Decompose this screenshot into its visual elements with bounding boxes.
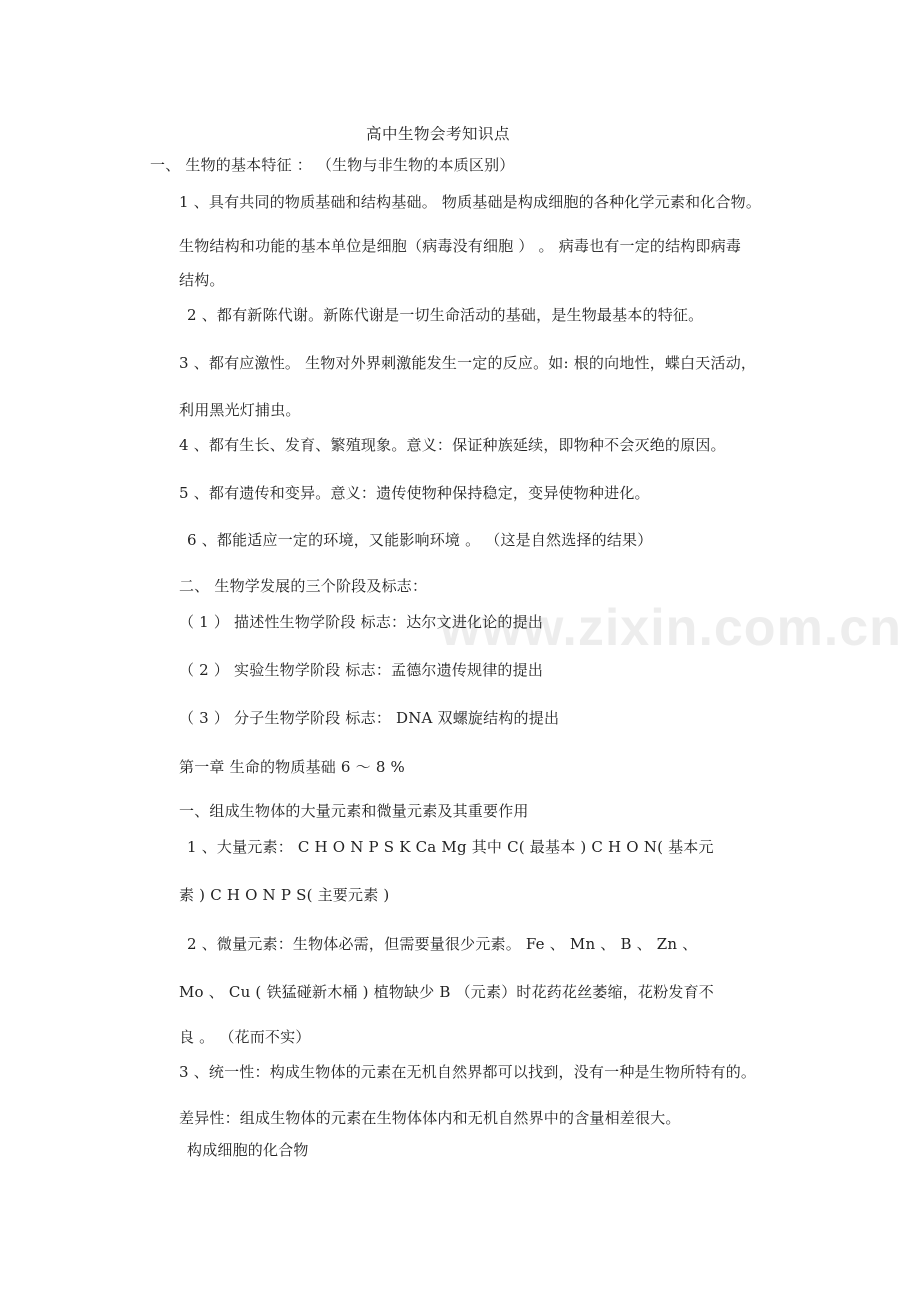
list-item: （ 3 ） 分子生物学阶段 标志： DNA 双螺旋结构的提出 [179, 709, 560, 727]
paragraph-line: 生物结构和功能的基本单位是细胞（病毒没有细胞 ） 。 病毒也有一定的结构即病毒 [179, 237, 742, 255]
paragraph-line: 1 、大量元素： C H O N P S K Ca Mg 其中 C( 最基本 ) C H O N( 基本元 [187, 838, 714, 856]
chapter-heading: 第一章 生命的物质基础 6 ～ 8 % [179, 758, 405, 776]
paragraph-line: 利用黑光灯捕虫。 [179, 401, 301, 419]
list-item: （ 2 ） 实验生物学阶段 标志：孟德尔遗传规律的提出 [179, 661, 544, 679]
paragraph-line: 6 、都能适应一定的环境，又能影响环境 。 （这是自然选择的结果） [187, 531, 653, 549]
section-heading-3: 一、组成生物体的大量元素和微量元素及其重要作用 [179, 802, 529, 820]
section-heading-2: 二、 生物学发展的三个阶段及标志： [179, 577, 428, 595]
paragraph-line: Mo 、 Cu ( 铁猛碰新木桶 ) 植物缺少 B （元素）时花药花丝萎缩，花粉发育不 [179, 983, 715, 1001]
paragraph-line: 3 、统一性：构成生物体的元素在无机自然界都可以找到，没有一种是生物所特有的。 [179, 1063, 757, 1081]
subsection-heading: 构成细胞的化合物 [187, 1141, 309, 1159]
paragraph-line: 2 、都有新陈代谢。新陈代谢是一切生命活动的基础，是生物最基本的特征。 [187, 306, 704, 324]
list-item: （ 1 ） 描述性生物学阶段 标志：达尔文进化论的提出 [179, 613, 544, 631]
watermark-text: www.zixin.com.cn [440, 599, 902, 657]
paragraph-line: 结构。 [179, 271, 225, 289]
paragraph-line: 5 、都有遗传和变异。意义：遗传使物种保持稳定，变异使物种进化。 [179, 484, 650, 502]
document-title: 高中生物会考知识点 [366, 125, 511, 143]
paragraph-line: 2 、微量元素：生物体必需，但需要量很少元素。 Fe 、 Mn 、 B 、 Zn 、 [187, 935, 698, 953]
section-heading-1: 一、 生物的基本特征 ： （生物与非生物的本质区别） [150, 156, 515, 174]
paragraph-line: 3 、都有应激性。 生物对外界刺激能发生一定的反应。如: 根的向地性，蝶白天活动， [179, 354, 757, 372]
paragraph-line: 差异性：组成生物体的元素在生物体体内和无机自然界中的含量相差很大。 [179, 1109, 681, 1127]
paragraph-line: 1 、具有共同的物质基础和结构基础。 物质基础是构成细胞的各种化学元素和化合物。 [179, 193, 762, 211]
paragraph-line: 素 ) C H O N P S( 主要元素 ) [179, 886, 390, 904]
paragraph-line: 4 、都有生长、发育、繁殖现象。意义：保证种族延续，即物种不会灭绝的原因。 [179, 436, 726, 454]
paragraph-line: 良 。 （花而不实） [179, 1028, 311, 1046]
